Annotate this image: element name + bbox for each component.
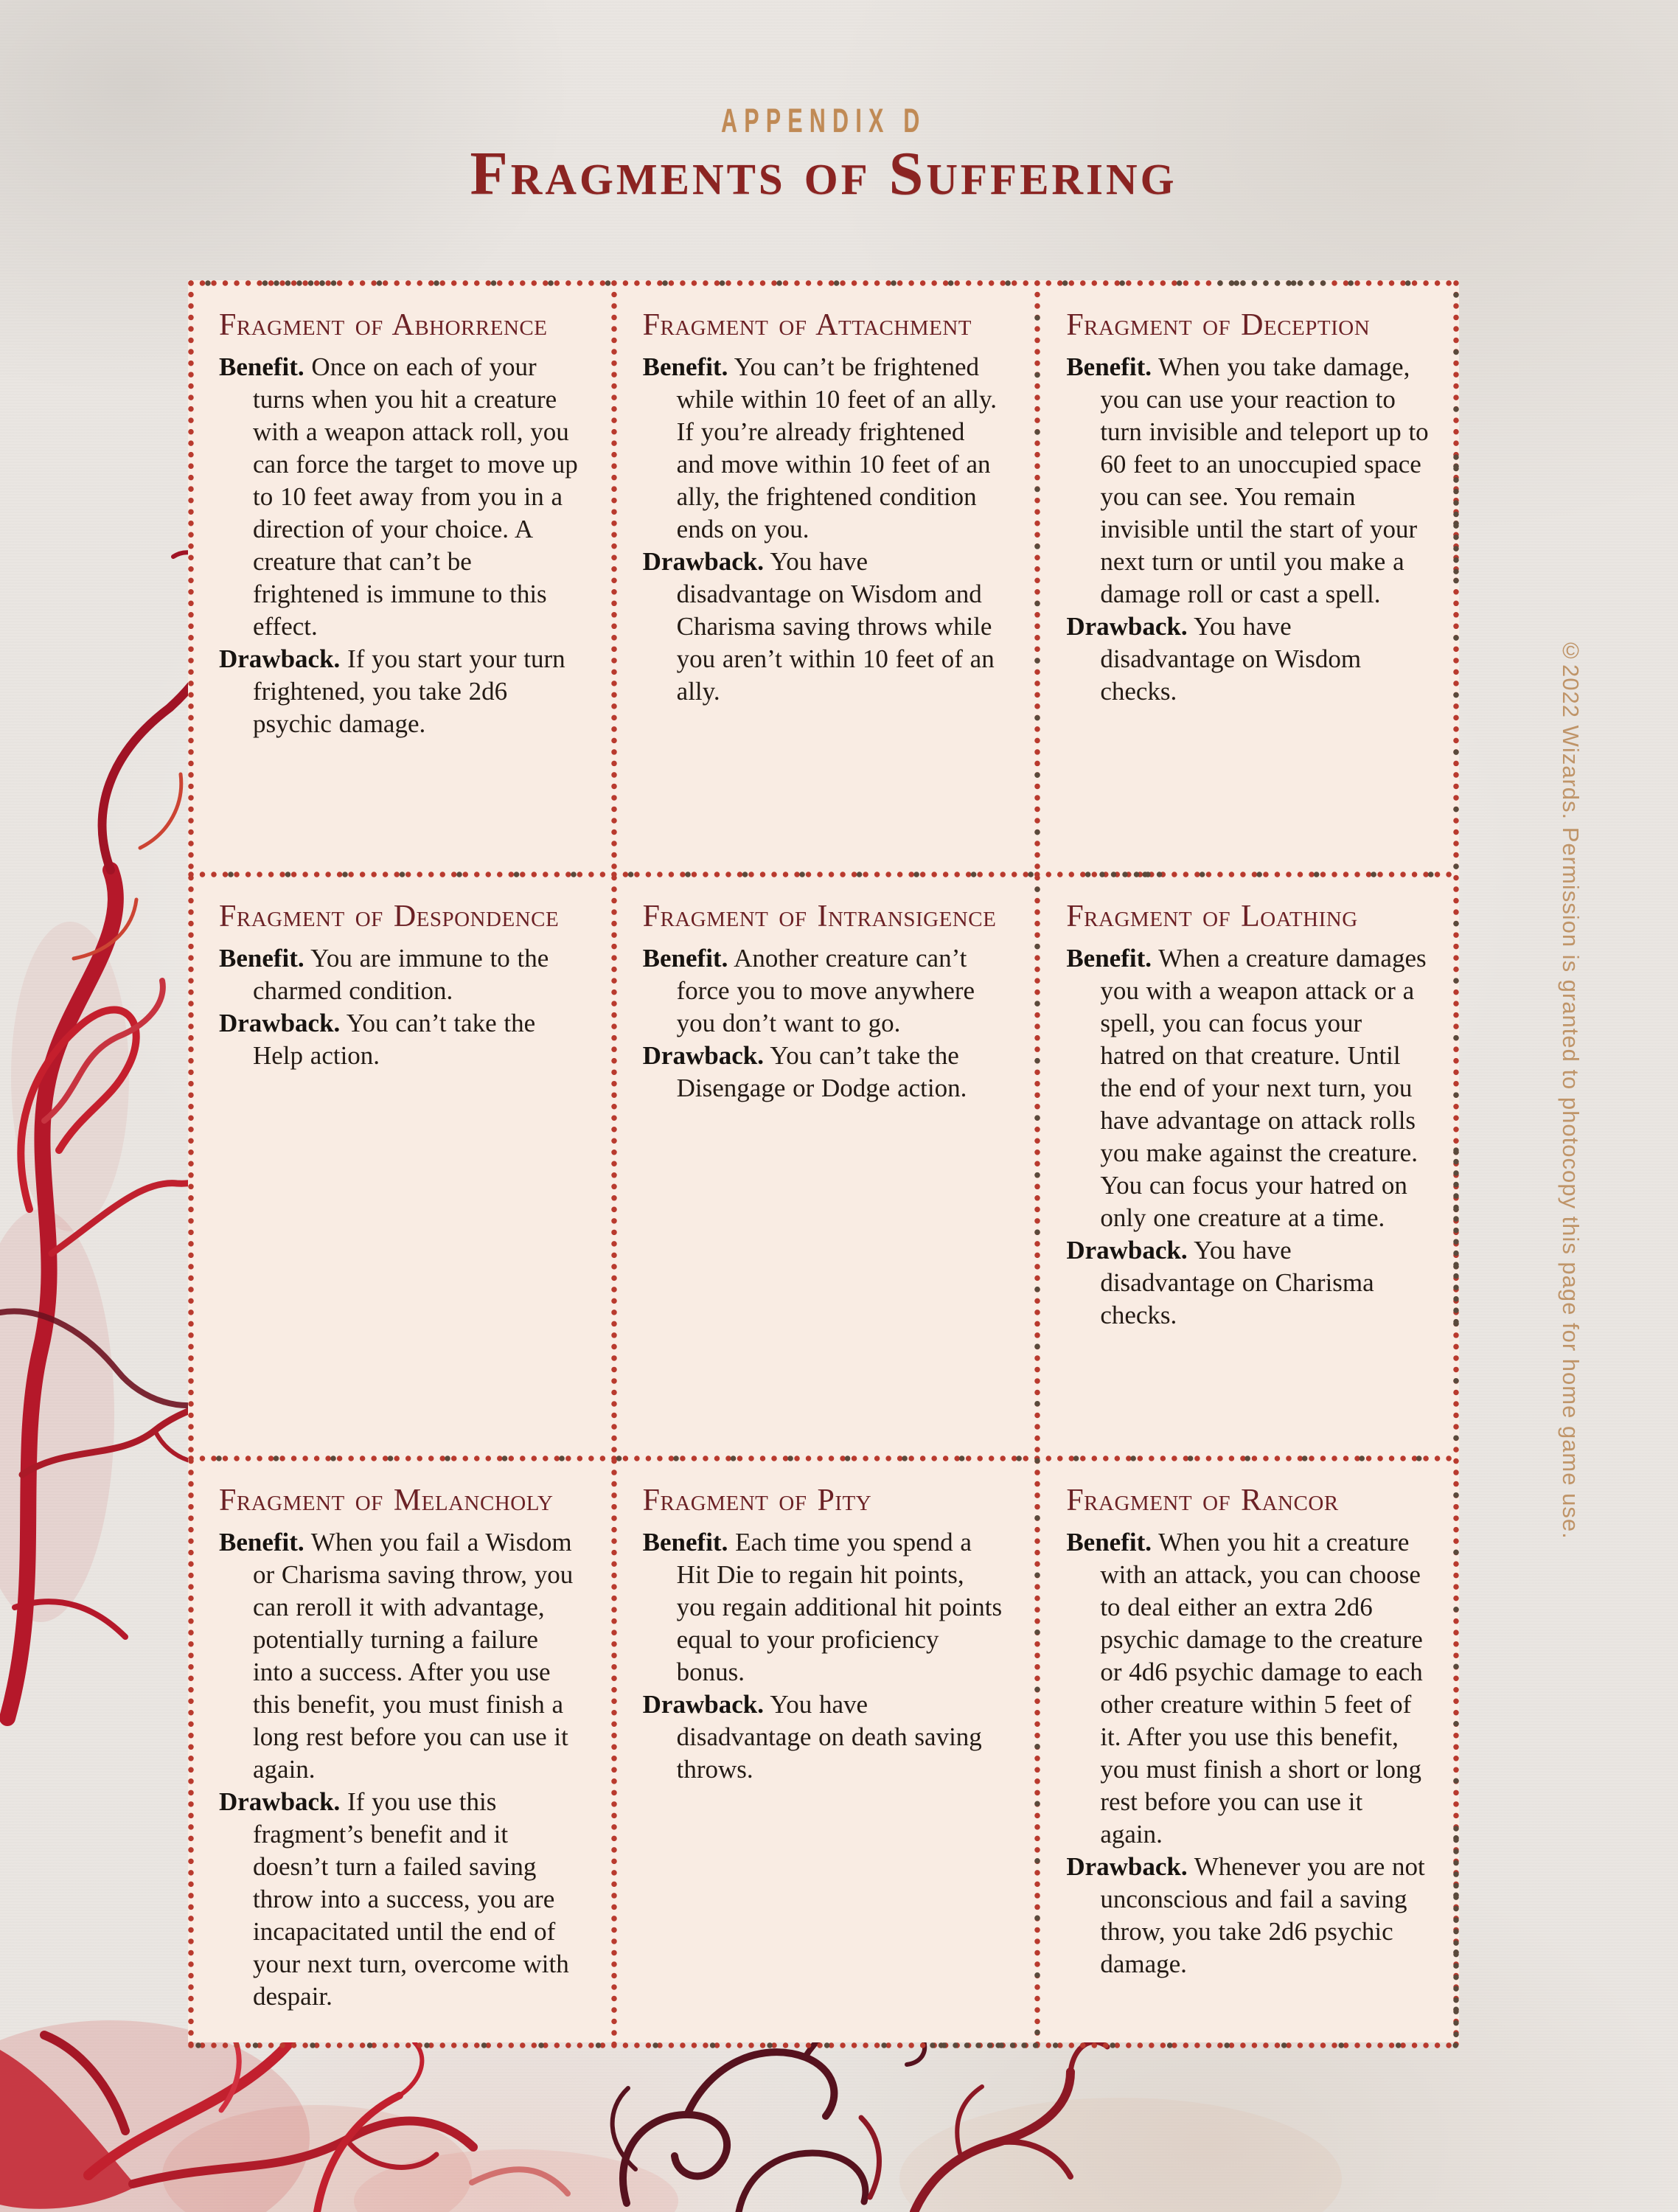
benefit-text: When you fail a Wisdom or Charisma saving throw, you can reroll it with advantage, potentially turning a failure into a success. After you use this benefit, you must finish a long rest before you can use it again. [253,1528,574,1784]
benefit-label: Benefit. [219,1528,304,1557]
fragment-benefit [1066,942,1431,1234]
fragment-benefit [643,351,1008,546]
drawback-label: Drawback. [219,1009,341,1037]
drawback-text: You can’t take the Help action. [253,1009,536,1070]
benefit-label: Benefit. [642,352,728,381]
fragment-drawback [219,1786,584,2013]
drawback-text: If you start your turn frightened, you take 2d6 psychic damage. [253,644,565,738]
page-header [188,102,1459,206]
copyright-note: ©2022 Wizards. Permission is granted to photocopy this page for home game use. [1558,638,1584,1540]
benefit-text: Each time you spend a Hit Die to regain hit points, you regain additional hit points equal to your proficiency bonus. [676,1528,1003,1686]
drawback-label: Drawback. [1066,1852,1188,1881]
drawback-label: Drawback. [642,1690,764,1719]
card-rancor [1035,1455,1459,2042]
page-title: Fragments of Suffering [470,139,1177,208]
fragment-benefit [219,351,584,643]
fragment-benefit [1066,351,1431,611]
benefit-text: When you take damage, you can use your reaction to turn invisible and teleport up to 60 feet to an unoccupied space you can see. You remain invisible until the start of your next turn or until you make a damage roll or cast a spell. [1100,352,1429,608]
drawback-label: Drawback. [219,1787,341,1816]
benefit-label: Benefit. [642,1528,728,1557]
fragment-title: Fragment of Despondence [219,900,560,933]
drawback-text: If you use this fragment’s benefit and it doesn’t turn a failed saving throw into a success, you are incapacitated until the end of your next turn, overcome with despair. [253,1787,569,2011]
benefit-text: You can’t be frightened while within 10 feet of an ally. If you’re already frightened and move within 10 feet of an ally, the frightened condition ends on you. [676,352,997,543]
fragment-title: Fragment of Deception [1066,308,1371,342]
fragment-drawback [1066,611,1431,708]
fragment-title: Fragment of Intransigence [642,900,997,933]
drawback-label: Drawback. [1066,1236,1188,1265]
drawback-label: Drawback. [642,547,764,576]
fragment-title: Fragment of Loathing [1066,900,1358,933]
card-loathing [1035,872,1459,1455]
fragment-drawback [219,643,584,740]
drawback-label: Drawback. [1066,612,1188,641]
card-pity [612,1455,1036,2042]
drawback-label: Drawback. [219,644,341,673]
benefit-text: Another creature can’t force you to move anywhere you don’t want to go. [676,944,975,1037]
fragment-benefit [1066,1526,1431,1851]
drawback-text: You have disadvantage on Wisdom checks. [1100,612,1362,706]
fragment-drawback [1066,1234,1431,1332]
fragment-benefit [643,1526,1008,1688]
benefit-label: Benefit. [642,944,728,973]
benefit-text: Once on each of your turns when you hit a creature with a weapon attack roll, you can force the target to move up to 10 feet away from you in a direction of your choice. A creature that can’t be frightened is immune to this effect. [253,352,578,641]
benefit-label: Benefit. [219,352,304,381]
fragment-title: Fragment of Melancholy [219,1484,554,1517]
fragment-title: Fragment of Rancor [1066,1484,1339,1517]
drawback-text: You have disadvantage on death saving throws. [676,1690,982,1784]
fragment-card-grid [188,280,1459,2048]
card-deception [1035,280,1459,872]
card-abhorrence [188,280,612,872]
appendix-kicker: APPENDIX D [720,102,927,139]
drawback-text: Whenever you are not unconscious and fail a saving throw, you take 2d6 psychic damage. [1100,1852,1425,1978]
drawback-text: You have disadvantage on Charisma checks. [1100,1236,1374,1329]
benefit-text: When you hit a creature with an attack, you can choose to deal either an extra 2d6 psychic damage to the creature or 4d6 psychic damage to each other creature within 5 feet of it. After you use this benefit, you must finish a short or long rest before you can use it again. [1100,1528,1423,1848]
fragment-drawback [643,1688,1008,1786]
fragment-drawback [643,546,1008,708]
fragment-drawback [1066,1851,1431,1980]
benefit-label: Benefit. [1066,1528,1152,1557]
fragment-benefit [643,942,1008,1040]
fragment-benefit [219,1526,584,1786]
card-attachment [612,280,1036,872]
drawback-label: Drawback. [642,1041,764,1070]
benefit-label: Benefit. [219,944,304,973]
drawback-text: You have disadvantage on Wisdom and Charisma saving throws while you aren’t within 10 feet of an ally. [676,547,995,706]
benefit-text: You are immune to the charmed condition. [253,944,549,1005]
fragment-drawback [643,1040,1008,1105]
fragment-title: Fragment of Attachment [642,308,972,342]
benefit-label: Benefit. [1066,944,1152,973]
benefit-label: Benefit. [1066,352,1152,381]
card-despondence [188,872,612,1455]
fragment-drawback [219,1007,584,1072]
fragment-title: Fragment of Pity [642,1484,872,1517]
card-intransigence [612,872,1036,1455]
fragment-benefit [219,942,584,1007]
card-melancholy [188,1455,612,2042]
benefit-text: When a creature damages you with a weapon attack or a spell, you can focus your hatred on that creature. Until the end of your next turn, you have advantage on attack rolls you make against the creature. You can focus your hatred on only one creature at a time. [1100,944,1427,1232]
drawback-text: You can’t take the Disengage or Dodge action. [676,1041,967,1102]
fragment-title: Fragment of Abhorrence [219,308,548,342]
